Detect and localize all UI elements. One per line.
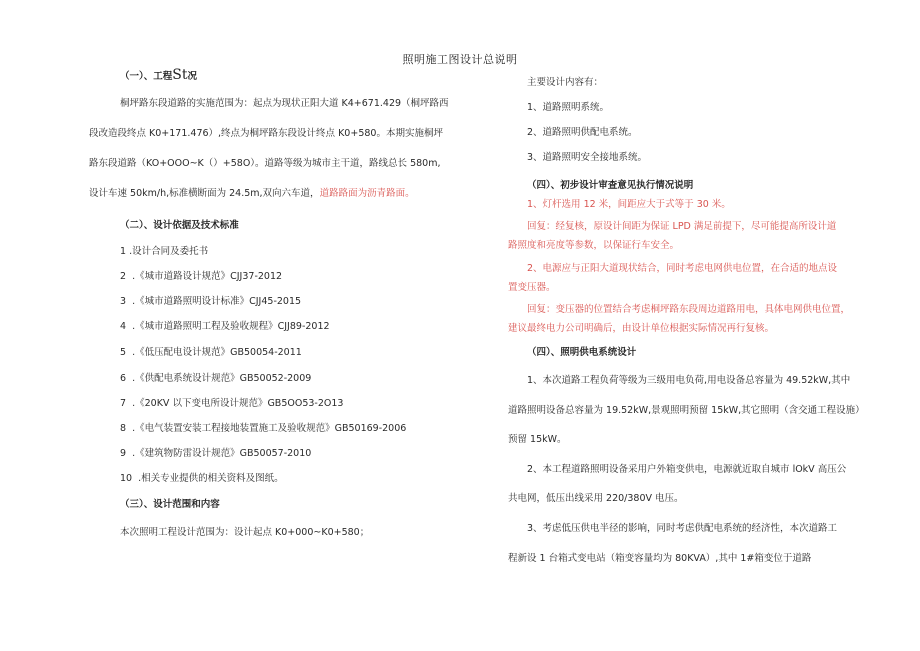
ref-text: .《建筑物防雷设计规范》GB50057-2010 [132,448,312,459]
content-item: 2、道路照明供配电系统。 [527,127,638,138]
section-4b-heading: （四）、照明供电系统设计 [527,347,637,358]
ref-number: 5 [120,347,127,358]
section-1-heading [120,68,197,84]
section-1-heading-suffix: 况 [187,71,197,82]
ref-number: 8 [120,423,127,434]
ref-number: 2 [120,271,127,282]
ref-text: .《城市道路照明工程及验收规程》CJJ89-2012 [132,321,330,332]
section-1-heading-prefix: （一）、工程 [120,71,173,82]
section-2-heading: （二）、设计依据及技术标准 [120,220,239,231]
ref-text: .《城市道路照明设计标准》CJJ45-2015 [132,296,302,307]
paragraph-line: 路东段道路（KO+OOO~K（）+58O）。道路等级为城市主干道，路线总长 580m, [89,158,441,169]
highlighted-text: 道路路面为沥青路面。 [319,188,415,199]
review-line: 回复：经复核，原设计间距为保证 LPD 满足前提下，尽可能提高所设计道 [527,221,837,232]
paragraph-line: 程新设 1 台箱式变电站（箱变容量均为 80KVA）,其中 1#箱变位于道路 [508,553,812,564]
paragraph-text: 设计车速 50km/h,标准横断面为 24.5m,双向六车道， [89,188,320,199]
paragraph-line: 预留 15kW。 [508,434,567,445]
paragraph-line: 3、考虑低压供电半径的影响，同时考虑供配电系统的经济性，本次道路工 [527,523,838,534]
ref-number: 7 [120,398,127,409]
content-item: 3、道路照明安全接地系统。 [527,152,648,163]
reference-item [120,472,284,486]
review-line: 1、灯杆选用 12 米，间距应大于式等于 30 米。 [527,199,731,210]
paragraph-line: 段改造段终点 K0+171.476）,终点为桐坪路东段设计终点 K0+580。本期实施桐坪 [89,128,443,139]
ref-number: 6 [120,373,127,384]
paragraph-line: 本次照明工程设计范围为：设计起点 K0+000~K0+580； [120,527,370,538]
reference-item [120,372,311,386]
ref-number: 3 [120,296,127,307]
page-title: 照明施工图设计总说明 [402,53,518,66]
ref-text: .相关专业提供的相关资料及图纸。 [138,473,284,484]
paragraph-line: 主要设计内容有： [527,77,604,88]
reference-item [120,346,302,360]
review-line: 建议最终电力公司明确后，由设计单位根据实际情况再行复核。 [508,323,775,334]
section-4a-heading: （四）、初步设计审查意见执行情况说明 [527,180,694,191]
paragraph-line: 道路照明设备总容量为 19.52kW,景观照明预留 15kW,其它照明（含交通工程设施） [508,405,865,416]
reference-item [120,397,343,411]
paragraph-line: 桐坪路东段道路的实施范围为：起点为现状正阳大道 K4+671.429（桐坪路西 [120,98,449,109]
reference-item [120,320,330,334]
reference-item [120,447,311,461]
ref-number: 10 [120,473,133,484]
section-3-heading: （三）、设计范围和内容 [120,499,220,510]
reference-item [120,422,406,436]
ref-text: .《20KV 以下变电所设计规范》GB5OO53-2O13 [132,398,344,409]
ref-text: .设计合同及委托书 [129,246,209,257]
ref-number: 4 [120,321,127,332]
ref-number: 1 [120,246,127,257]
ref-number: 9 [120,448,127,459]
section-1-heading-big: St [172,67,188,83]
review-line: 回复：变压器的位置结合考虑桐坪路东段周边道路用电，具体电网供电位置， [527,304,851,315]
reference-item [120,295,301,309]
paragraph-line [89,187,415,201]
review-line: 置变压器。 [508,282,556,293]
paragraph-line: 1、本次道路工程负荷等级为三级用电负荷,用电设备总容量为 49.52kW,其中 [527,375,851,386]
paragraph-line: 2、本工程道路照明设备采用户外箱变供电，电源就近取自城市 lOkV 高压公 [527,464,847,475]
reference-item [120,245,208,259]
ref-text: .《城市道路设计规范》CJJ37-2012 [132,271,283,282]
ref-text: .《供配电系统设计规范》GB50052-2009 [132,373,312,384]
paragraph-line: 共电网，低压出线采用 220/380V 电压。 [508,493,684,504]
review-line: 2、电源应与正阳大道现状结合，同时考虑电网供电位置，在合适的地点设 [527,263,838,274]
reference-item [120,270,282,284]
content-item: 1、道路照明系统。 [527,102,610,113]
ref-text: .《低压配电设计规范》GB50054-2011 [132,347,302,358]
review-line: 路照度和亮度等参数，以保证行车安全。 [508,240,680,251]
ref-text: .《电气装置安装工程接地装置施工及验收规范》GB50169-2006 [132,423,407,434]
